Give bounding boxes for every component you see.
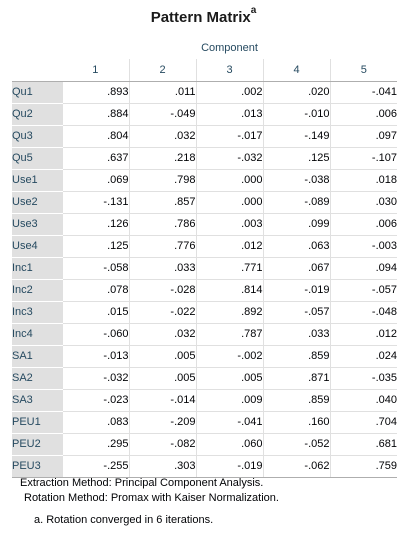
table-row: [12, 191, 397, 213]
loading-cell: -.089: [263, 191, 330, 213]
loading-cell: .030: [330, 191, 397, 213]
loading-cell: .040: [330, 389, 397, 411]
row-label: PEU3: [12, 455, 62, 477]
loading-cell: .859: [263, 389, 330, 411]
row-label: SA3: [12, 389, 62, 411]
loading-cell: -.048: [330, 301, 397, 323]
loading-cell: .759: [330, 455, 397, 477]
loading-cell: .032: [129, 323, 196, 345]
loading-cell: .160: [263, 411, 330, 433]
loading-cell: -.023: [62, 389, 129, 411]
loading-cell: -.052: [263, 433, 330, 455]
loading-cell: -.032: [62, 367, 129, 389]
loading-cell: -.057: [263, 301, 330, 323]
table-row: [12, 147, 397, 169]
loading-cell: -.010: [263, 103, 330, 125]
loading-cell: -.002: [196, 345, 263, 367]
loading-cell: .798: [129, 169, 196, 191]
loading-cell: -.019: [263, 279, 330, 301]
loading-cell: .776: [129, 235, 196, 257]
loading-cell: .814: [196, 279, 263, 301]
loading-cell: -.014: [129, 389, 196, 411]
row-label: Qu3: [12, 125, 62, 147]
row-label: Inc4: [12, 323, 62, 345]
loading-cell: .681: [330, 433, 397, 455]
loading-cell: -.255: [62, 455, 129, 477]
loading-cell: .063: [263, 235, 330, 257]
loading-cell: .005: [196, 367, 263, 389]
loading-cell: .637: [62, 147, 129, 169]
row-label: Qu2: [12, 103, 62, 125]
loading-cell: .018: [330, 169, 397, 191]
loading-cell: -.049: [129, 103, 196, 125]
table-row: [12, 257, 397, 279]
loading-cell: -.041: [330, 81, 397, 103]
row-label: Use1: [12, 169, 62, 191]
loading-cell: -.107: [330, 147, 397, 169]
corner-cell-2: [12, 59, 62, 81]
loading-cell: .893: [62, 81, 129, 103]
loading-cell: .857: [129, 191, 196, 213]
loading-cell: .006: [330, 103, 397, 125]
row-label: PEU2: [12, 433, 62, 455]
loading-cell: .012: [330, 323, 397, 345]
loading-cell: -.019: [196, 455, 263, 477]
title-superscript: a: [250, 5, 257, 16]
loading-cell: .033: [129, 257, 196, 279]
table-row: [12, 235, 397, 257]
column-header: 5: [330, 59, 397, 81]
loading-cell: -.057: [330, 279, 397, 301]
loading-cell: .771: [196, 257, 263, 279]
loading-cell: -.038: [263, 169, 330, 191]
table-row: [12, 213, 397, 235]
loading-cell: .003: [196, 213, 263, 235]
row-label: Use3: [12, 213, 62, 235]
loading-cell: .884: [62, 103, 129, 125]
loading-cell: .125: [62, 235, 129, 257]
table-row: [12, 345, 397, 367]
table-row: [12, 301, 397, 323]
loading-cell: -.017: [196, 125, 263, 147]
loading-cell: .083: [62, 411, 129, 433]
pattern-matrix-table: [12, 37, 397, 478]
loading-cell: -.013: [62, 345, 129, 367]
table-row: [12, 433, 397, 455]
loading-cell: .033: [263, 323, 330, 345]
loading-cell: -.149: [263, 125, 330, 147]
loading-cell: .295: [62, 433, 129, 455]
loading-cell: .067: [263, 257, 330, 279]
column-header: 3: [196, 59, 263, 81]
row-label: Use4: [12, 235, 62, 257]
row-label: SA1: [12, 345, 62, 367]
loading-cell: .069: [62, 169, 129, 191]
loading-cell: .012: [196, 235, 263, 257]
corner-cell: [12, 37, 62, 59]
loading-cell: .892: [196, 301, 263, 323]
row-label: PEU1: [12, 411, 62, 433]
table-row: [12, 103, 397, 125]
loading-cell: .097: [330, 125, 397, 147]
loading-cell: -.022: [129, 301, 196, 323]
loading-cell: -.209: [129, 411, 196, 433]
loading-cell: .060: [196, 433, 263, 455]
loading-cell: -.082: [129, 433, 196, 455]
table-row: [12, 125, 397, 147]
table-row: [12, 323, 397, 345]
loading-cell: -.060: [62, 323, 129, 345]
column-header: 1: [62, 59, 129, 81]
loading-cell: .005: [129, 367, 196, 389]
loading-cell: .787: [196, 323, 263, 345]
loading-cell: .020: [263, 81, 330, 103]
loading-cell: .013: [196, 103, 263, 125]
loading-cell: -.028: [129, 279, 196, 301]
table-row: [12, 389, 397, 411]
extraction-note: Extraction Method: Principal Component Analysis.: [20, 477, 264, 489]
loading-cell: .006: [330, 213, 397, 235]
row-label: Use2: [12, 191, 62, 213]
loading-cell: .871: [263, 367, 330, 389]
rotation-note: Rotation Method: Promax with Kaiser Normalization.: [24, 492, 279, 504]
table-row: [12, 169, 397, 191]
loading-cell: .094: [330, 257, 397, 279]
loading-cell: .786: [129, 213, 196, 235]
loading-cell: -.032: [196, 147, 263, 169]
row-label: Inc2: [12, 279, 62, 301]
row-label: Qu5: [12, 147, 62, 169]
table-row: [12, 411, 397, 433]
loading-cell: -.058: [62, 257, 129, 279]
table-row: [12, 81, 397, 103]
loading-cell: .002: [196, 81, 263, 103]
loading-cell: .303: [129, 455, 196, 477]
column-header: 4: [263, 59, 330, 81]
loading-cell: -.131: [62, 191, 129, 213]
table-title: Pattern Matrix$^a$: [150, 5, 257, 26]
matrix-body: [12, 81, 397, 477]
loading-cell: .000: [196, 169, 263, 191]
footnote-a: a. Rotation converged in 6 iterations.: [34, 514, 214, 526]
loading-cell: .000: [196, 191, 263, 213]
row-label: Inc3: [12, 301, 62, 323]
loading-cell: .218: [129, 147, 196, 169]
loading-cell: -.003: [330, 235, 397, 257]
loading-cell: -.062: [263, 455, 330, 477]
loading-cell: .032: [129, 125, 196, 147]
row-label: Inc1: [12, 257, 62, 279]
loading-cell: .078: [62, 279, 129, 301]
row-label: Qu1: [12, 81, 62, 103]
loading-cell: -.041: [196, 411, 263, 433]
loading-cell: .704: [330, 411, 397, 433]
loading-cell: .011: [129, 81, 196, 103]
loading-cell: .005: [129, 345, 196, 367]
loading-cell: .099: [263, 213, 330, 235]
loading-cell: .126: [62, 213, 129, 235]
table-row: [12, 279, 397, 301]
loading-cell: .125: [263, 147, 330, 169]
loading-cell: .015: [62, 301, 129, 323]
loading-cell: .009: [196, 389, 263, 411]
column-group-header: Component: [201, 42, 258, 54]
table-row: [12, 367, 397, 389]
loading-cell: -.035: [330, 367, 397, 389]
column-header: 2: [129, 59, 196, 81]
loading-cell: .859: [263, 345, 330, 367]
row-label: SA2: [12, 367, 62, 389]
loading-cell: .804: [62, 125, 129, 147]
loading-cell: .024: [330, 345, 397, 367]
table-row: [12, 455, 397, 477]
